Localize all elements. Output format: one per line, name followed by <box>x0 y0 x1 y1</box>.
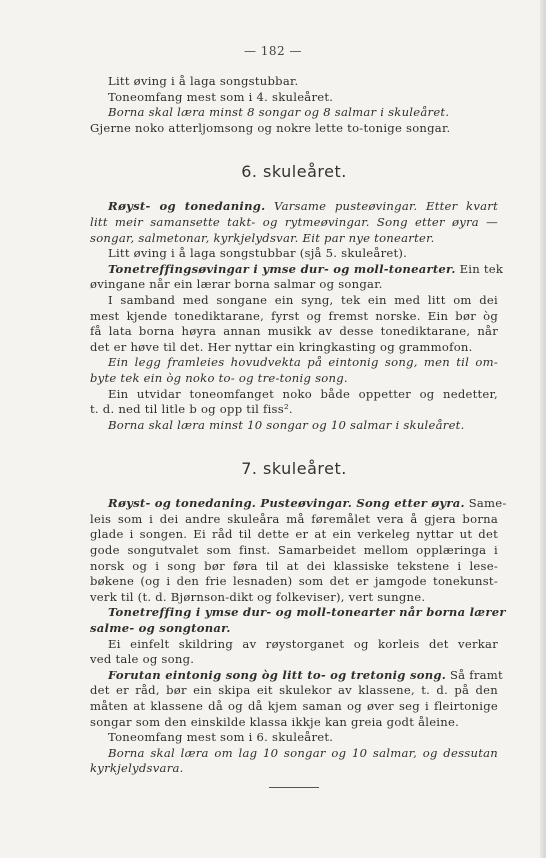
text-line: bøkene (og i den frie lesnaden) som det er jamgode tonekunst- <box>90 574 498 589</box>
text-line: byte tek ein òg noko to- og tre-tonig song. <box>90 370 348 385</box>
section-heading-7: 7. skuleåret. <box>241 459 347 479</box>
text-run: Så framt <box>449 667 503 682</box>
text-run: Ein tek <box>459 261 504 276</box>
text-line: I samband med songane ein syng, tek ein med litt om dei <box>108 292 498 307</box>
text-line: litt meir samansette takt- og rytmeøvingar. Song etter øyra — <box>90 214 498 229</box>
text-line: Ein legg framleies hovudvekta på eintonig song, men til om- <box>108 355 498 370</box>
end-rule <box>269 787 319 788</box>
run-in-heading: Røyst- og tonedaning. <box>108 199 266 214</box>
text-run: Varsame pusteøvingar. Etter kvart <box>274 199 498 214</box>
text-line: Toneomfang mest som i 6. skuleåret. <box>108 730 334 745</box>
section-heading-6: 6. skuleåret. <box>241 162 347 182</box>
text-line: norsk og i song bør føra til at dei klassiske tekstene i lese- <box>90 558 498 573</box>
text-line: t. d. ned til litle b og opp til fiss². <box>90 402 293 417</box>
text-line: mest kjende tonediktarane, fyrst og fremst norske. Ein bør òg <box>90 308 498 323</box>
run-in-heading: Røyst- og tonedaning. Pusteøvingar. Song etter øyra. <box>108 496 465 511</box>
text-line: måten at klassene då og då kjem saman og øver seg i fleirtonige <box>90 699 498 713</box>
text-line: Borna skal læra minst 10 songar og 10 salmar i skuleåret. <box>108 417 465 432</box>
text-line: gode songutvalet som finst. Samarbeidet mellom opplæringa i <box>90 543 498 558</box>
section-6 <box>90 199 504 433</box>
text-line: glade i songen. Ei råd til dette er at ein verkeleg nyttar ut det <box>90 527 498 542</box>
text-line: Gjerne noko atterljomsong og nokre lette to-tonige songar. <box>90 120 451 135</box>
text-line: salme- og songtonar. <box>90 621 231 636</box>
text-line: Borna skal læra minst 8 songar og 8 salmar i skuleåret. <box>108 105 450 120</box>
text-line <box>90 496 507 512</box>
text-line: leis som i dei andre skuleåra må føremålet vera å gjera borna <box>90 511 498 526</box>
text-line: kyrkjelydsvara. <box>90 761 184 776</box>
text-line <box>90 667 503 684</box>
text-line: Litt øving i å laga songstubbar. <box>108 74 299 88</box>
text-line: verk til (t. d. Bjørnson-dikt og folkeviser), vert sungne. <box>90 589 426 604</box>
text-line: Ein utvidar toneomfanget noko både oppetter og nedetter, <box>108 386 498 401</box>
text-line: det er råd, bør ein skipa eit skulekor av klassene, t. d. på den <box>90 683 498 698</box>
text-line: få lata borna høyra annan musikk av desse tonediktarane, når <box>90 324 498 339</box>
run-in-heading: Tonetreffingsøvingar i ymse dur- og moll-tonearter. <box>108 261 456 276</box>
text-line: ved tale og song. <box>90 652 195 667</box>
text-line: Ei einfelt skildring av røystorganet og korleis det verkar <box>108 636 498 651</box>
page-edge-shadow <box>540 0 546 858</box>
text-line: Toneomfang mest som i 4. skuleåret. <box>108 89 334 104</box>
text-line: Tonetreffing i ymse dur- og moll-tonearter når borna lærer <box>108 605 506 620</box>
text-line: songar, salmetonar, kyrkjelydsvar. Eit par nye tonearter. <box>90 230 435 245</box>
section-7 <box>90 496 507 777</box>
text-line: Litt øving i å laga songstubbar (sjå 5. skuleåret). <box>108 246 408 261</box>
text-line: Borna skal læra om lag 10 songar og 10 salmar, og dessutan <box>108 745 498 760</box>
text-line: øvingane når ein lærar borna salmar og songar. <box>90 277 383 292</box>
text-line <box>90 199 498 215</box>
page-body <box>90 74 507 788</box>
text-line: det er høve til det. Her nyttar ein kringkasting og grammofon. <box>90 339 473 354</box>
intro-block <box>90 74 498 136</box>
text-line <box>90 261 504 278</box>
text-line: songar som den einskilde klassa ikkje kan greia godt åleine. <box>90 714 460 729</box>
run-in-heading: Forutan eintonig song òg litt to- og tretonig song. <box>108 667 447 682</box>
page-number: — 182 — <box>243 44 303 58</box>
text-run: Same- <box>468 496 507 511</box>
